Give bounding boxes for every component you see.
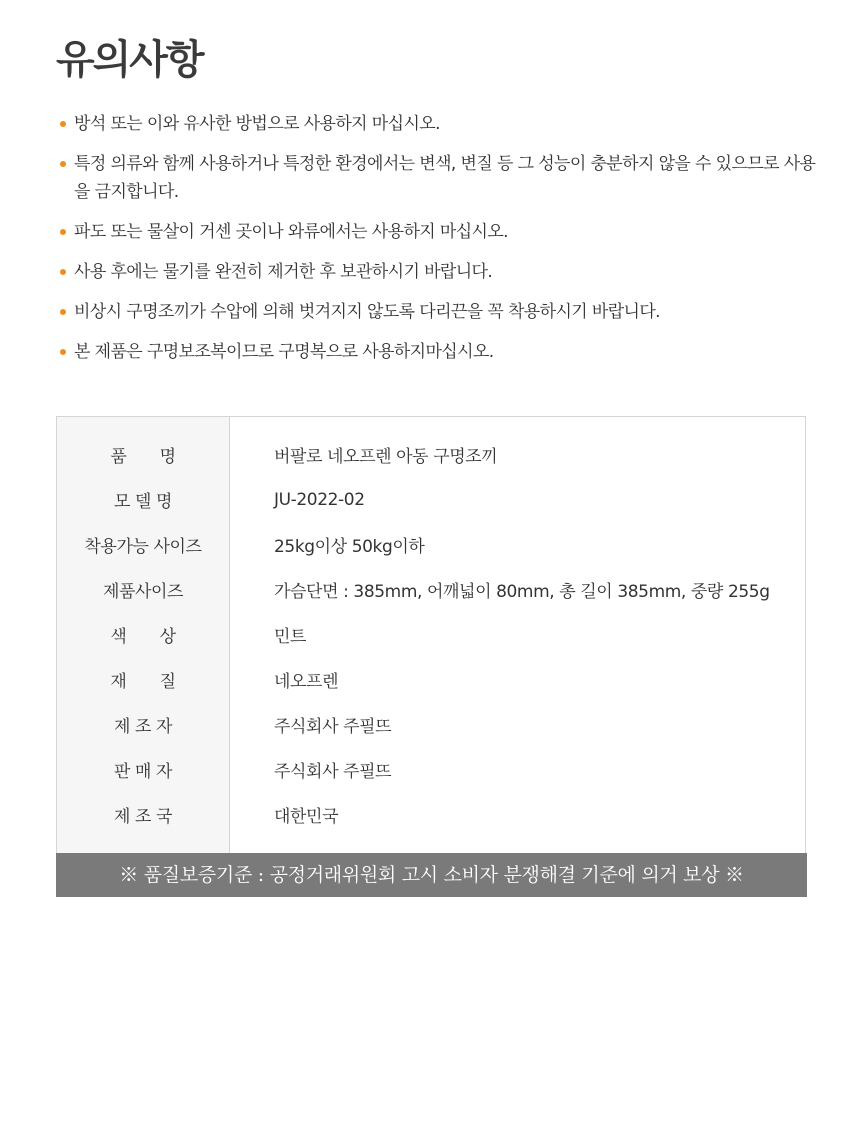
caution-list (60, 110, 820, 378)
spec-label: 제 조 자 (57, 702, 230, 747)
table-row (57, 477, 805, 522)
spec-value: 주식회사 주필뜨 (274, 717, 392, 737)
spec-value: 가슴단면 : 385mm, 어깨넓이 80mm, 총 길이 385mm, 중량 255g (274, 582, 770, 602)
table-row (57, 522, 805, 567)
bullet-dot-icon (60, 229, 66, 235)
bullet-dot-icon (60, 309, 66, 315)
spec-value: 버팔로 네오프렌 아동 구명조끼 (274, 447, 498, 467)
caution-text: 비상시 구명조끼가 수압에 의해 벗겨지지 않도록 다리끈을 꼭 착용하시기 바랍니다. (74, 302, 660, 322)
table-row (57, 567, 805, 612)
caution-item (60, 258, 820, 286)
table-row (57, 792, 805, 853)
table-row (57, 702, 805, 747)
bullet-dot-icon (60, 161, 66, 167)
spec-label: 모 델 명 (57, 477, 230, 522)
table-row (57, 612, 805, 657)
caution-item (60, 218, 820, 246)
bullet-dot-icon (60, 121, 66, 127)
table-row (57, 747, 805, 792)
spec-label: 제품사이즈 (57, 567, 230, 612)
spec-value: JU-2022-02 (274, 489, 365, 510)
spec-label: 판 매 자 (57, 747, 230, 792)
caution-text: 사용 후에는 물기를 완전히 제거한 후 보관하시기 바랍니다. (74, 262, 493, 282)
caution-item (60, 338, 820, 366)
caution-item (60, 150, 820, 206)
spec-label: 착용가능 사이즈 (57, 522, 230, 567)
spec-label: 재 질 (57, 657, 230, 702)
caution-text: 파도 또는 물살이 거센 곳이나 와류에서는 사용하지 마십시오. (74, 222, 508, 242)
product-spec-table (56, 416, 806, 854)
spec-value: 대한민국 (274, 807, 339, 827)
spec-label: 색 상 (57, 612, 230, 657)
caution-text: 특정 의류와 함께 사용하거나 특정한 환경에서는 변색, 변질 등 그 성능이 충분하지 않을 수 있으므로 사용을 금지합니다. (74, 154, 816, 202)
caution-text: 방석 또는 이와 유사한 방법으로 사용하지 마십시오. (74, 114, 440, 134)
spec-value: 주식회사 주필뜨 (274, 762, 392, 782)
spec-label: 제 조 국 (57, 792, 230, 853)
bullet-dot-icon (60, 269, 66, 275)
spec-value: 25kg이상 50kg이하 (274, 537, 425, 557)
caution-item (60, 110, 820, 138)
table-row (57, 657, 805, 702)
caution-item (60, 298, 820, 326)
spec-value: 네오프렌 (274, 672, 339, 692)
spec-value: 민트 (274, 627, 307, 647)
table-row (57, 417, 805, 477)
page-title: 유의사항 (56, 37, 203, 83)
caution-text: 본 제품은 구명보조복이므로 구명복으로 사용하지마십시오. (74, 342, 494, 362)
spec-label: 품 명 (57, 417, 230, 477)
warranty-banner: ※ 품질보증기준 : 공정거래위원회 고시 소비자 분쟁해결 기준에 의거 보상 ※ (56, 853, 807, 897)
bullet-dot-icon (60, 349, 66, 355)
